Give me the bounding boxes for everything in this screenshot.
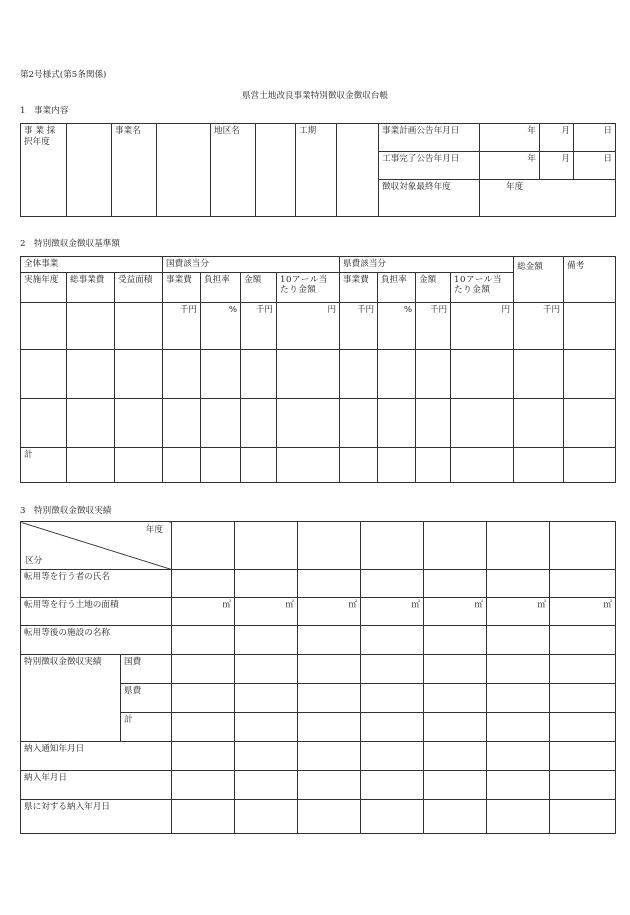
- cell[interactable]: [163, 447, 201, 482]
- cell[interactable]: [550, 570, 616, 598]
- year-header: 年度: [145, 525, 163, 535]
- cell[interactable]: [172, 655, 235, 684]
- project-name-label: 事業名: [112, 124, 157, 217]
- section3-heading: 3 特別徴収金徴収実績: [20, 506, 112, 516]
- collection-standard-table: [20, 256, 616, 483]
- cell[interactable]: [172, 570, 235, 598]
- form-number: 第2号様式(第5条関係): [20, 70, 107, 80]
- cell[interactable]: [172, 684, 235, 713]
- cell[interactable]: [424, 742, 487, 771]
- total-amount-header: 総金額: [514, 257, 564, 303]
- cell[interactable]: [298, 626, 361, 655]
- year-cell[interactable]: [550, 522, 616, 570]
- plan-notice-day-unit[interactable]: 日: [574, 124, 616, 152]
- category-header: 区分: [25, 556, 43, 567]
- final-collection-year-label: 徴収対象最終年度: [379, 180, 480, 217]
- cell[interactable]: [298, 655, 361, 684]
- area-unit[interactable]: ㎡: [235, 598, 298, 626]
- cell[interactable]: [235, 655, 298, 684]
- cell[interactable]: [361, 742, 424, 771]
- cell[interactable]: [361, 800, 424, 834]
- cell[interactable]: [487, 684, 550, 713]
- cell[interactable]: [451, 447, 514, 482]
- district-name-value[interactable]: [256, 124, 296, 217]
- cell[interactable]: [451, 349, 514, 398]
- cell[interactable]: [361, 626, 424, 655]
- cell[interactable]: [416, 349, 451, 398]
- unit-yen[interactable]: 円: [451, 302, 514, 349]
- final-collection-year-unit[interactable]: 年度: [480, 180, 616, 217]
- cell[interactable]: [298, 800, 361, 834]
- cell[interactable]: [235, 570, 298, 598]
- cell[interactable]: [550, 626, 616, 655]
- cell[interactable]: [241, 398, 277, 447]
- cell[interactable]: [361, 655, 424, 684]
- adoption-year-label: 事 業 採 択年度: [21, 124, 67, 217]
- unit-thousand-yen[interactable]: 千円: [416, 302, 451, 349]
- cell[interactable]: [424, 570, 487, 598]
- cell[interactable]: [172, 800, 235, 834]
- cell[interactable]: [163, 349, 201, 398]
- year-cell[interactable]: [361, 522, 424, 570]
- cell[interactable]: [115, 302, 163, 349]
- completion-notice-day-unit[interactable]: 日: [574, 152, 616, 180]
- cell[interactable]: [514, 398, 564, 447]
- remarks-header: 備考: [564, 257, 616, 303]
- district-name-label: 地区名: [211, 124, 256, 217]
- unit-thousand-yen[interactable]: 千円: [340, 302, 378, 349]
- cell[interactable]: [361, 713, 424, 742]
- prefecture-payment-date-label: 県に対する納入年月日: [21, 800, 172, 834]
- cell[interactable]: [298, 713, 361, 742]
- cell[interactable]: [378, 447, 416, 482]
- cell[interactable]: [67, 302, 115, 349]
- table-row: [21, 302, 616, 349]
- unit-thousand-yen[interactable]: 千円: [241, 302, 277, 349]
- cell[interactable]: [277, 447, 340, 482]
- cell[interactable]: [487, 713, 550, 742]
- unit-thousand-yen[interactable]: 千円: [163, 302, 201, 349]
- payment-date-label: 納入年月日: [21, 771, 172, 800]
- cell[interactable]: [487, 771, 550, 800]
- cell[interactable]: [424, 771, 487, 800]
- cell[interactable]: [514, 447, 564, 482]
- cell[interactable]: [340, 447, 378, 482]
- converted-area-label: 転用等を行う土地の面積: [21, 598, 172, 626]
- cell[interactable]: [564, 398, 616, 447]
- cell[interactable]: [340, 398, 378, 447]
- national-burden-rate-header: 負担率: [201, 272, 241, 302]
- cell[interactable]: [21, 349, 67, 398]
- cell[interactable]: [235, 626, 298, 655]
- construction-period-value[interactable]: [337, 124, 379, 217]
- prefectural-amount-header: 金額: [416, 272, 451, 302]
- year-cell[interactable]: [424, 522, 487, 570]
- plan-notice-date-label: 事業計画公告年月日: [379, 124, 480, 152]
- cell[interactable]: [564, 447, 616, 482]
- cell[interactable]: [378, 349, 416, 398]
- completion-notice-year-unit[interactable]: 年: [480, 152, 540, 180]
- cell[interactable]: [115, 447, 163, 482]
- cell[interactable]: [235, 713, 298, 742]
- cell[interactable]: [67, 447, 115, 482]
- collection-results-table: [20, 521, 616, 834]
- benefit-area-header: 受益面積: [115, 272, 163, 302]
- project-content-table: [20, 123, 616, 217]
- cell[interactable]: [424, 655, 487, 684]
- prefectural-share-header: 県費該当分: [340, 257, 514, 273]
- cell[interactable]: [550, 800, 616, 834]
- unit-thousand-yen[interactable]: 千円: [514, 302, 564, 349]
- facility-name-label: 転用等後の施設の名称: [21, 626, 172, 655]
- unit-yen[interactable]: 円: [277, 302, 340, 349]
- cell[interactable]: [21, 302, 67, 349]
- cell[interactable]: [67, 398, 115, 447]
- section2-heading: 2 特別徴収金徴収基準額: [20, 239, 120, 249]
- plan-notice-year-unit[interactable]: 年: [480, 124, 540, 152]
- cell[interactable]: [550, 742, 616, 771]
- cell[interactable]: [115, 349, 163, 398]
- total-project-cost-header: 総事業費: [67, 272, 115, 302]
- cell[interactable]: [235, 742, 298, 771]
- adoption-year-value[interactable]: [67, 124, 112, 217]
- cell[interactable]: [361, 570, 424, 598]
- year-cell[interactable]: [487, 522, 550, 570]
- cell[interactable]: [235, 771, 298, 800]
- cell[interactable]: [550, 713, 616, 742]
- unit-percent[interactable]: %: [201, 302, 241, 349]
- total-row: [21, 447, 616, 482]
- cell[interactable]: [424, 800, 487, 834]
- year-cell[interactable]: [235, 522, 298, 570]
- cell[interactable]: [172, 626, 235, 655]
- year-cell[interactable]: [172, 522, 235, 570]
- notice-date-label: 納入通知年月日: [21, 742, 172, 771]
- cell[interactable]: [424, 684, 487, 713]
- cell[interactable]: [163, 398, 201, 447]
- cell[interactable]: [21, 398, 67, 447]
- cell[interactable]: [241, 349, 277, 398]
- area-unit[interactable]: ㎡: [424, 598, 487, 626]
- cell[interactable]: [172, 771, 235, 800]
- cell[interactable]: [241, 447, 277, 482]
- converter-name-label: 転用等を行う者の氏名: [21, 570, 172, 598]
- cell[interactable]: [451, 398, 514, 447]
- cell[interactable]: [514, 349, 564, 398]
- subtotal-label: 計: [121, 713, 172, 742]
- cell[interactable]: [487, 655, 550, 684]
- section1-heading: 1 事業内容: [20, 106, 69, 116]
- cell[interactable]: [564, 302, 616, 349]
- cell[interactable]: [487, 570, 550, 598]
- cell[interactable]: [378, 398, 416, 447]
- cell[interactable]: [201, 398, 241, 447]
- project-name-value[interactable]: [157, 124, 211, 217]
- cell[interactable]: [564, 349, 616, 398]
- cell[interactable]: [550, 655, 616, 684]
- overall-project-header: 全体事業: [21, 257, 163, 273]
- year-cell[interactable]: [298, 522, 361, 570]
- cell[interactable]: [424, 626, 487, 655]
- cell[interactable]: [277, 349, 340, 398]
- cell[interactable]: [298, 684, 361, 713]
- cell[interactable]: [487, 742, 550, 771]
- national-label: 国費: [121, 655, 172, 684]
- area-unit[interactable]: ㎡: [172, 598, 235, 626]
- table-row: [21, 349, 616, 398]
- cell[interactable]: [550, 684, 616, 713]
- cell[interactable]: [487, 626, 550, 655]
- area-unit[interactable]: ㎡: [298, 598, 361, 626]
- cell[interactable]: [277, 398, 340, 447]
- unit-percent[interactable]: %: [378, 302, 416, 349]
- area-unit[interactable]: ㎡: [487, 598, 550, 626]
- construction-period-label: 工期: [296, 124, 337, 217]
- plan-notice-month-unit[interactable]: 月: [540, 124, 574, 152]
- prefectural-project-cost-header: 事業費: [340, 272, 378, 302]
- year-category-header: [21, 522, 172, 570]
- cell[interactable]: [487, 800, 550, 834]
- cell[interactable]: [172, 713, 235, 742]
- cell[interactable]: [340, 349, 378, 398]
- cell[interactable]: [201, 447, 241, 482]
- prefectural-label: 県費: [121, 684, 172, 713]
- cell[interactable]: [235, 684, 298, 713]
- cell[interactable]: [235, 800, 298, 834]
- cell[interactable]: [115, 398, 163, 447]
- cell[interactable]: [361, 684, 424, 713]
- national-project-cost-header: 事業費: [163, 272, 201, 302]
- area-unit[interactable]: ㎡: [361, 598, 424, 626]
- prefectural-burden-rate-header: 負担率: [378, 272, 416, 302]
- cell[interactable]: [361, 771, 424, 800]
- cell[interactable]: [416, 398, 451, 447]
- cell[interactable]: [416, 447, 451, 482]
- actual-collection-label: 特別徴収金徴収実績: [21, 655, 121, 742]
- implementation-year-header: 実施年度: [21, 272, 67, 302]
- cell[interactable]: [172, 742, 235, 771]
- cell[interactable]: [298, 742, 361, 771]
- page-title: 県営土地改良事業特別徴収金徴収台帳: [241, 91, 389, 101]
- cell[interactable]: [424, 713, 487, 742]
- prefectural-per-10a-header: 10アール当たり金額: [451, 272, 514, 302]
- table-row: [21, 398, 616, 447]
- area-unit[interactable]: ㎡: [550, 598, 616, 626]
- national-share-header: 国費該当分: [163, 257, 340, 273]
- national-amount-header: 金額: [241, 272, 277, 302]
- completion-notice-date-label: 工事完了公告年月日: [379, 152, 480, 180]
- cell[interactable]: [298, 771, 361, 800]
- cell[interactable]: [201, 349, 241, 398]
- completion-notice-month-unit[interactable]: 月: [540, 152, 574, 180]
- cell[interactable]: [550, 771, 616, 800]
- cell[interactable]: [298, 570, 361, 598]
- national-per-10a-header: 10アール当たり金額: [277, 272, 340, 302]
- cell[interactable]: [67, 349, 115, 398]
- total-label: 計: [21, 447, 67, 482]
